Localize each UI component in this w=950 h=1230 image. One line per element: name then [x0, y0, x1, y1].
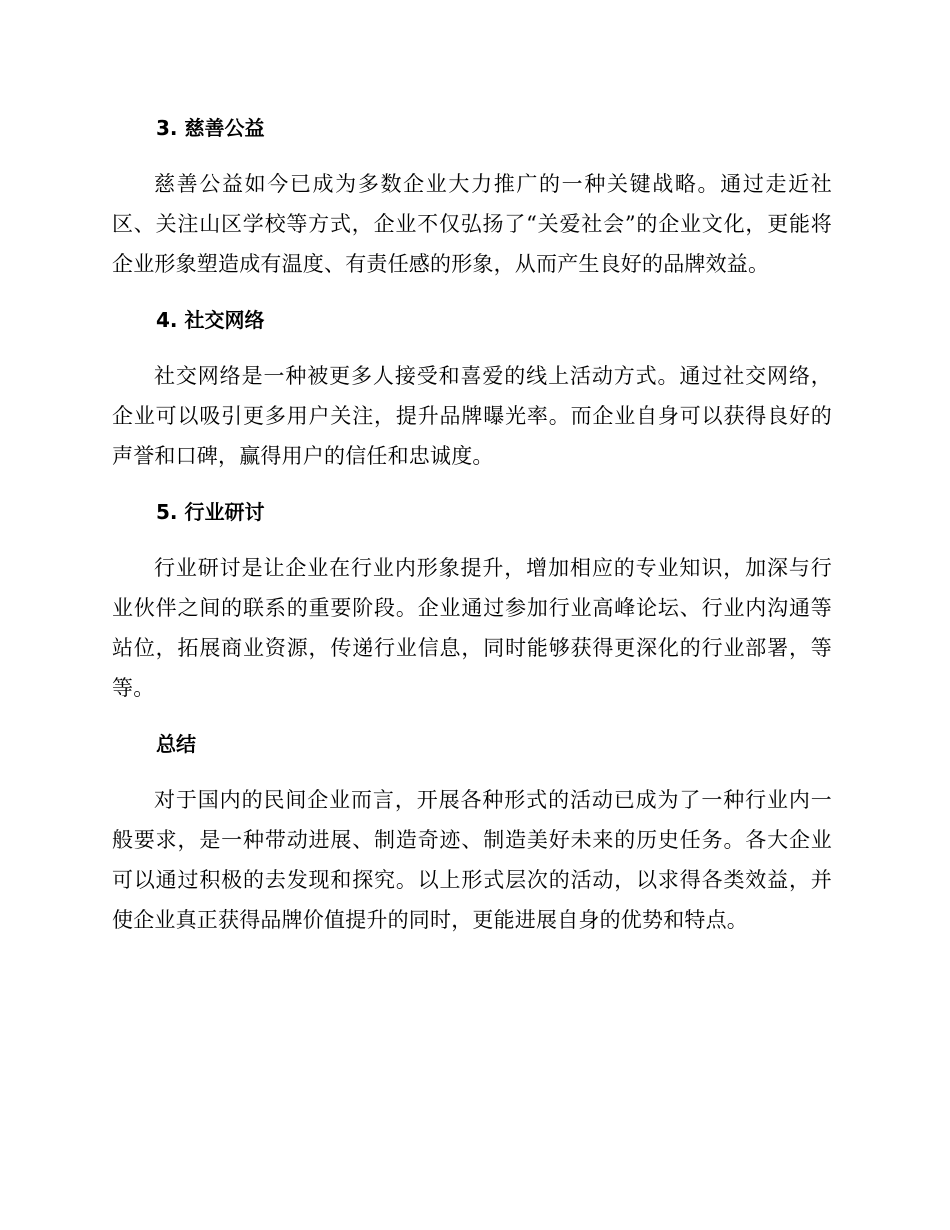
section-paragraph-summary: 对于国内的民间企业而言，开展各种形式的活动已成为了一种行业内一般要求，是一种带动进展、制造奇迹、制造美好未来的历史任务。各大企业可以通过积极的去发现和探究。以上形式层次的活动，以求得各类效益，并使企业真正获得品牌价值提升的同时，更能进展自身的优势和特点。: [112, 788, 832, 932]
section-heading-charity: 3. 慈善公益: [156, 116, 265, 140]
section-paragraph-charity: 慈善公益如今已成为多数企业大力推广的一种关键战略。通过走近社区、关注山区学校等方式，企业不仅弘扬了“关爱社会”的企业文化，更能将企业形象塑造成有温度、有责任感的形象，从而产生良好的品牌效益。: [112, 172, 832, 276]
section-heading-social-network: 4. 社交网络: [156, 308, 265, 332]
document-body: [112, 112, 832, 940]
section-heading-industry-seminar: 5. 行业研讨: [156, 500, 265, 524]
section-paragraph-social-network: 社交网络是一种被更多人接受和喜爱的线上活动方式。通过社交网络，企业可以吸引更多用户关注，提升品牌曝光率。而企业自身可以获得良好的声誉和口碑，赢得用户的信任和忠诚度。: [112, 364, 832, 468]
section-paragraph-industry-seminar: 行业研讨是让企业在行业内形象提升，增加相应的专业知识，加深与行业伙伴之间的联系的重要阶段。企业通过参加行业高峰论坛、行业内沟通等站位，拓展商业资源，传递行业信息，同时能够获得更深化的行业部署，等等。: [112, 556, 832, 700]
section-heading-summary: 总结: [156, 732, 196, 756]
